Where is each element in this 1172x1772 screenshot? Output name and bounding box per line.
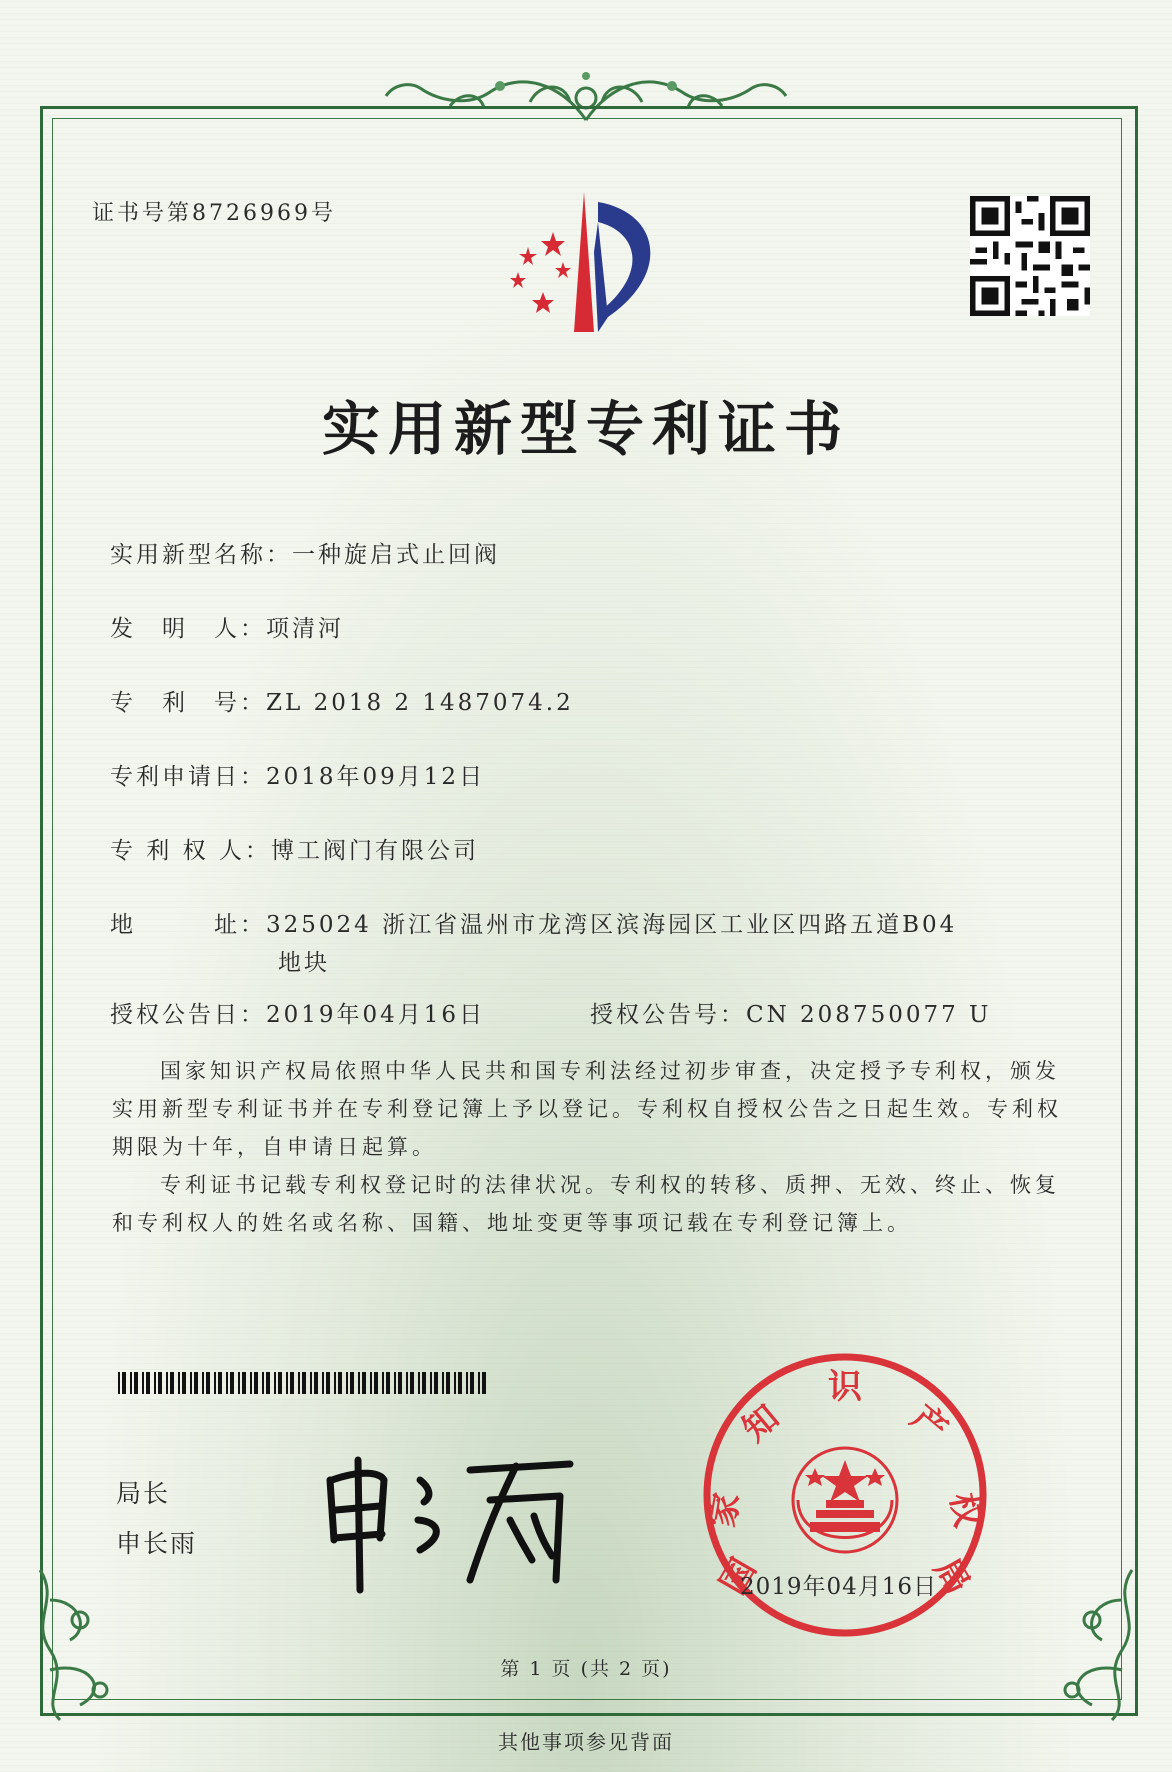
certificate-number: 证书号第8726969号 <box>92 201 336 226</box>
seal-char-6: 权 <box>942 1489 988 1531</box>
field-grant-date-label: 授权公告日： <box>110 1002 266 1028</box>
field-grant-no-value: CN 208750077 U <box>746 1002 992 1028</box>
field-address-value: 325024 浙江省温州市龙湾区滨海园区工业区四路五道B04 <box>266 912 958 938</box>
field-inventor-label: 发 明 人： <box>110 616 266 642</box>
field-grant-no-label: 授权公告号： <box>590 1002 746 1028</box>
field-filing-date-label: 专利申请日： <box>110 764 266 790</box>
director-name: 申长雨 <box>116 1529 198 1558</box>
field-inventor <box>110 610 344 643</box>
field-grant-no <box>590 996 991 1029</box>
field-filing-date-value: 2018年09月12日 <box>266 764 486 790</box>
field-address <box>110 906 957 939</box>
field-patent-no <box>110 684 574 717</box>
field-name-label: 实用新型名称： <box>110 542 292 568</box>
field-name <box>110 536 500 569</box>
field-patentee <box>110 832 479 865</box>
seal-char-5: 产 <box>903 1397 955 1450</box>
field-patentee-value: 博工阀门有限公司 <box>270 838 479 864</box>
field-patent-no-label: 专 利 号： <box>110 690 266 716</box>
field-patentee-label: 专 利 权 人： <box>110 838 271 864</box>
qr-code-icon <box>970 196 1090 316</box>
field-grant-date <box>110 996 485 1029</box>
field-inventor-value: 项清河 <box>266 616 344 642</box>
seal-char-3: 知 <box>735 1397 787 1450</box>
director-title: 局长 <box>116 1479 171 1508</box>
seal-date: 2019年04月16日 <box>740 1574 938 1600</box>
field-address-label: 地 址： <box>110 912 266 938</box>
barcode-icon <box>118 1372 490 1394</box>
seal-char-1: 国 <box>712 1551 765 1602</box>
field-filing-date <box>110 758 485 791</box>
bottom-right-ornament-icon <box>1032 1560 1152 1730</box>
footer-note: 其他事项参见背面 <box>498 1730 674 1754</box>
seal-char-2: 家 <box>702 1489 748 1531</box>
bottom-left-ornament-icon <box>20 1560 140 1730</box>
seal-char-7: 局 <box>925 1551 978 1602</box>
field-patent-no-value: ZL 2018 2 1487074.2 <box>266 690 574 716</box>
paragraph-1: 国家知识产权局依照中华人民共和国专利法经过初步审查，决定授予专利权，颁发实用新型专利证书并在专利登记簿上予以登记。专利权自授权公告之日起生效。专利权期限为十年，自申请日起算。 <box>112 1059 1062 1159</box>
paragraph-2: 专利证书记载专利权登记时的法律状况。专利权的转移、质押、无效、终止、恢复和专利权人的姓名或名称、国籍、地址变更等事项记载在专利登记簿上。 <box>112 1173 1060 1235</box>
cnipa-logo-icon <box>498 192 698 342</box>
field-name-value: 一种旋启式止回阀 <box>292 542 500 568</box>
signature-icon <box>320 1440 600 1610</box>
page-title: 实用新型专利证书 <box>321 395 850 463</box>
field-grant-date-value: 2019年04月16日 <box>266 1002 486 1028</box>
page-number: 第 1 页 (共 2 页) <box>500 1658 672 1680</box>
field-address-line2: 地块 <box>278 950 330 976</box>
seal-char-4: 识 <box>828 1367 862 1407</box>
